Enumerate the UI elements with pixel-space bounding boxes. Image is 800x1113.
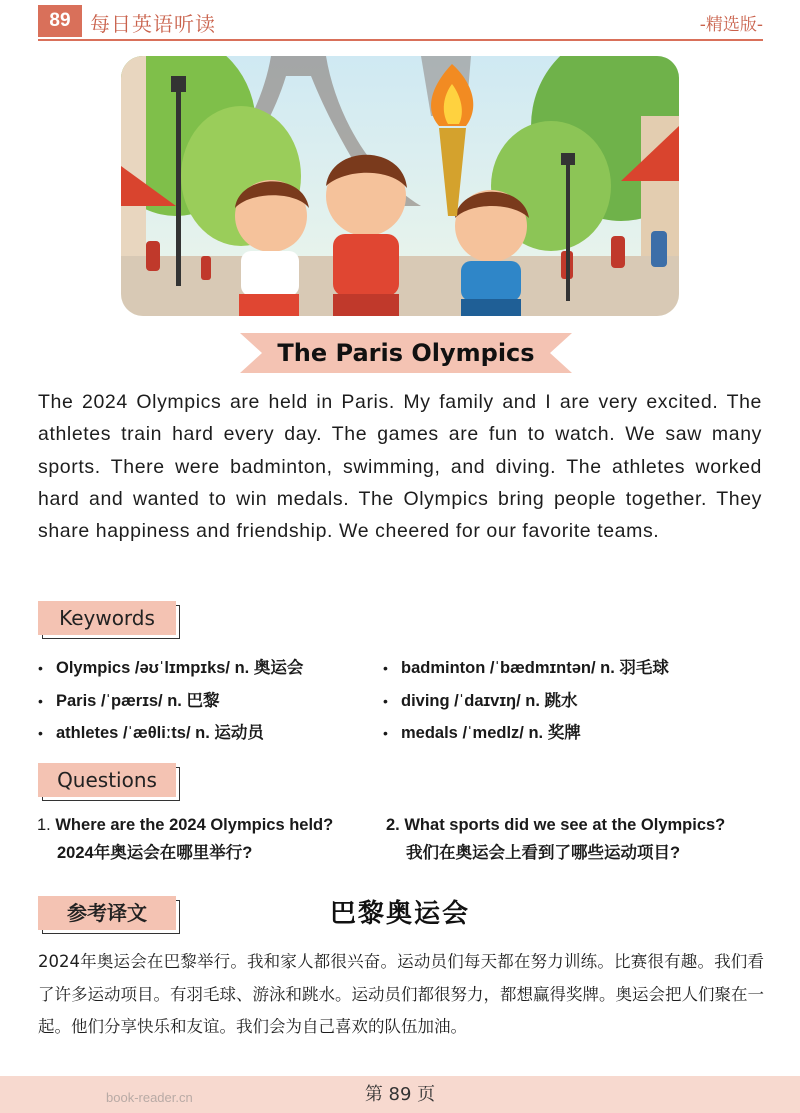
title-ribbon <box>240 330 572 376</box>
keyword-item: • badminton /ˈbædmɪntən/ n. 羽毛球 <box>383 657 669 690</box>
translation-title: 巴黎奥运会 <box>329 899 470 929</box>
footer-page-number: 第 89 页 <box>364 1084 436 1105</box>
page-footer <box>0 1076 800 1113</box>
question-en: Where are the 2024 Olympics held? <box>55 816 334 834</box>
question-number: 1. <box>37 816 51 834</box>
story-text: The 2024 Olympics are held in Paris. My family and I are very excited. The athletes train hard every day. The games are fun to watch. We saw many sports. There were badminton, swimming, and diving. The athletes worked hard and wanted to win medals. The Olympics bring people together. They share happiness and friendship. We cheered for our favorite teams. <box>38 391 762 543</box>
series-title: 每日英语听读 <box>90 12 216 36</box>
translation-text: 2024年奥运会在巴黎举行。我和家人都很兴奋。运动员们每天都在努力训练。比赛很有趣。我们看了许多运动项目。有羽毛球、游泳和跳水。运动员们都很努力，都想赢得奖牌。奥运会把人们聚在一起。他们分享快乐和友谊。我们会为自己喜欢的队伍加油。 <box>38 952 764 1036</box>
keyword-list-left <box>38 657 303 755</box>
question-number: 2. <box>386 816 400 834</box>
watermark: book-reader.cn <box>106 1090 193 1105</box>
page-header <box>38 5 763 41</box>
question-item <box>386 811 725 867</box>
question-item <box>37 811 333 867</box>
translation-tag <box>38 896 176 930</box>
keyword-item: • athletes /ˈæθliːts/ n. 运动员 <box>38 722 303 755</box>
story-illustration <box>121 56 679 316</box>
page-number-badge: 89 <box>38 5 82 37</box>
question-zh: 我们在奥运会上看到了哪些运动项目? <box>406 844 681 862</box>
translation-heading: 参考译文 <box>67 901 147 925</box>
questions-heading: Questions <box>57 768 157 792</box>
keywords-heading: Keywords <box>59 606 155 630</box>
keyword-item: • Paris /ˈpærɪs/ n. 巴黎 <box>38 690 303 723</box>
keyword-item: • medals /ˈmedlz/ n. 奖牌 <box>383 722 669 755</box>
questions-tag <box>38 763 176 797</box>
keyword-list-right <box>383 657 669 755</box>
story-title: The Paris Olympics <box>277 339 535 367</box>
keywords-tag <box>38 601 176 635</box>
question-zh: 2024年奥运会在哪里举行? <box>57 844 253 862</box>
edition-label: -精选版- <box>699 15 763 35</box>
keyword-item: • Olympics /əʊˈlɪmpɪks/ n. 奥运会 <box>38 657 303 690</box>
question-en: What sports did we see at the Olympics? <box>404 816 726 834</box>
keyword-item: • diving /ˈdaɪvɪŋ/ n. 跳水 <box>383 690 669 723</box>
